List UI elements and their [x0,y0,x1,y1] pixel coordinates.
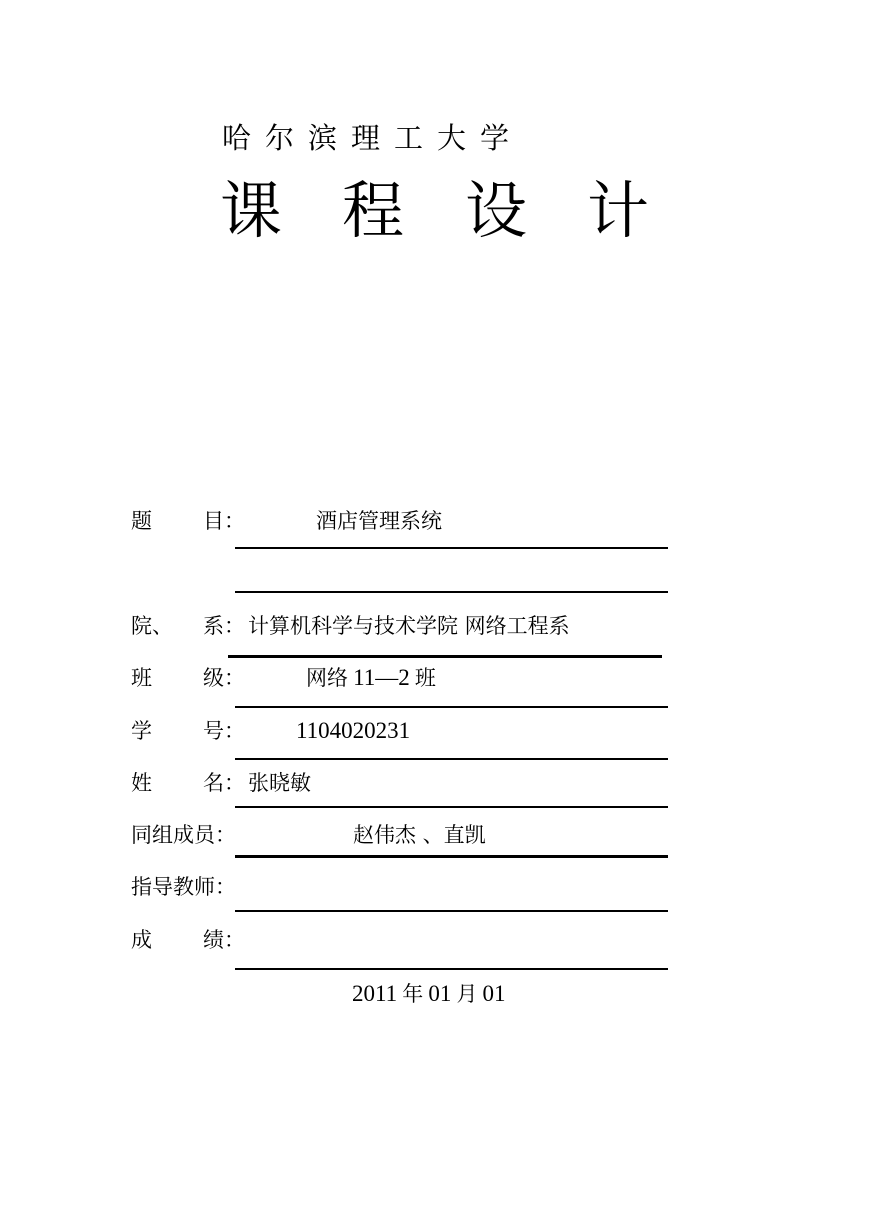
date-month: 01 [428,981,452,1006]
date-month-unit: 月 [456,982,478,1006]
advisor-underline [235,910,668,912]
class-value [306,664,436,692]
class-value-suffix: 班 [414,666,436,690]
topic-underline-2 [235,591,668,593]
grade-label-b: 绩： [203,928,245,952]
members-underline [235,855,668,858]
title-char-4: 计 [587,174,650,247]
id-label-b: 号： [203,719,245,743]
id-value: 1104020231 [296,718,411,743]
dept-label-b: 系： [203,614,245,638]
topic-underline [235,547,668,549]
id-underline [235,758,668,760]
topic-label-b: 目： [203,509,245,533]
class-label-a: 班 [131,666,152,690]
members-value: 赵伟杰 、直凯 [353,823,486,847]
topic-value: 酒店管理系统 [316,509,442,533]
class-label-b: 级： [203,666,245,690]
title-char-1: 课 [220,174,283,247]
grade-underline [235,968,668,970]
topic-label-a: 题 [131,509,152,533]
dept-underline [228,655,662,658]
id-label-a: 学 [131,719,152,743]
title-char-3: 设 [465,174,528,247]
name-label-b: 名： [203,771,245,795]
university-name: 哈尔滨理工大学 [222,121,524,155]
members-label: 同组成员： [131,823,236,847]
date [352,980,506,1008]
dept-label-a: 院、 [131,614,173,638]
name-label-a: 姓 [131,771,152,795]
dept-value: 计算机科学与技术学院 网络工程系 [248,614,570,638]
title-char-2: 程 [342,174,405,247]
name-underline [235,806,668,808]
date-year-unit: 年 [402,982,424,1006]
advisor-label: 指导教师： [131,875,236,899]
class-underline [235,706,668,708]
date-day: 01 [482,981,506,1006]
class-value-cn: 网络 [306,666,348,690]
grade-label-a: 成 [131,928,152,952]
date-year: 2011 [352,981,398,1006]
name-value: 张晓敏 [248,771,311,795]
class-value-num: 11—2 [353,665,410,690]
